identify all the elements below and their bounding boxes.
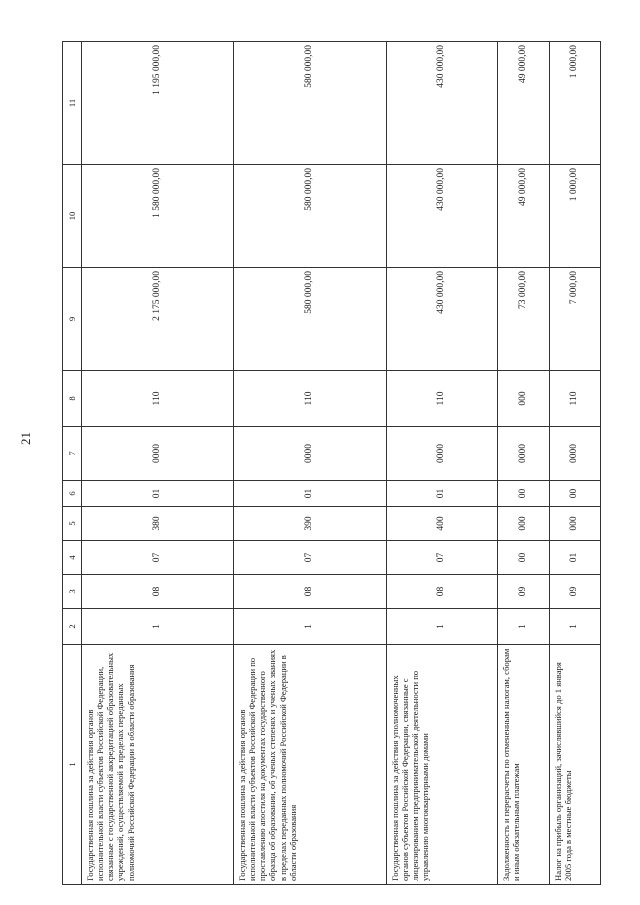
cell-col8: 110 xyxy=(550,371,601,427)
col-header-3: 3 xyxy=(63,575,82,609)
cell-col9: 7 000,00 xyxy=(550,268,601,371)
cell-col9: 580 000,00 xyxy=(234,268,387,371)
cell-col9: 2 175 000,00 xyxy=(82,268,234,371)
col-header-2: 2 xyxy=(63,609,82,645)
cell-col11: 1 000,00 xyxy=(550,42,601,165)
col-header-9: 9 xyxy=(63,268,82,371)
cell-col3: 08 xyxy=(387,575,498,609)
table-row xyxy=(234,42,387,885)
cell-col7: 0000 xyxy=(234,427,387,481)
cell-col5: 390 xyxy=(234,507,387,541)
budget-table xyxy=(62,41,601,885)
cell-col3: 09 xyxy=(550,575,601,609)
col-header-11: 11 xyxy=(63,42,82,165)
cell-col3: 09 xyxy=(498,575,550,609)
table-row xyxy=(82,42,234,885)
col-header-5: 5 xyxy=(63,507,82,541)
cell-col5: 400 xyxy=(387,507,498,541)
cell-col8: 110 xyxy=(234,371,387,427)
cell-col7: 0000 xyxy=(498,427,550,481)
cell-col7: 0000 xyxy=(550,427,601,481)
cell-col6: 01 xyxy=(234,481,387,507)
cell-col7: 0000 xyxy=(387,427,498,481)
cell-col3: 08 xyxy=(234,575,387,609)
col-header-4: 4 xyxy=(63,541,82,575)
cell-col2: 1 xyxy=(234,609,387,645)
cell-col2: 1 xyxy=(550,609,601,645)
cell-col6: 01 xyxy=(387,481,498,507)
table-row xyxy=(498,42,550,885)
cell-col7: 0000 xyxy=(82,427,234,481)
cell-col2: 1 xyxy=(387,609,498,645)
cell-col6: 01 xyxy=(82,481,234,507)
cell-col4: 01 xyxy=(550,541,601,575)
col-header-7: 7 xyxy=(63,427,82,481)
cell-col6: 00 xyxy=(498,481,550,507)
col-header-1: 1 xyxy=(63,645,82,885)
cell-col4: 00 xyxy=(498,541,550,575)
cell-col8: 110 xyxy=(82,371,234,427)
cell-col8: 110 xyxy=(387,371,498,427)
row-description: Государственная пошлина за действия органов исполнительной власти субъектов Российской Федерации, связанные с государственной аккредитацией образовательных учреждений, осуществляемой в пределах переданных полномочий Российской Федерации в области образования xyxy=(82,645,234,885)
col-header-6: 6 xyxy=(63,481,82,507)
row-description: Государственная пошлина за действия органов исполнительной власти субъектов Российской Федерации по проставлению апостиля на документах государственного образца об образовании, об ученых степенях и ученых званиях в пределах переданных полномочий Российской Федерации в области образования xyxy=(234,645,387,885)
col-header-10: 10 xyxy=(63,165,82,268)
cell-col11: 580 000,00 xyxy=(234,42,387,165)
cell-col8: 000 xyxy=(498,371,550,427)
row-description: Налог на прибыль организаций, зачислявшийся до 1 января 2005 года в местные бюджеты xyxy=(550,645,601,885)
cell-col5: 380 xyxy=(82,507,234,541)
cell-col3: 08 xyxy=(82,575,234,609)
row-description: Задолженность и перерасчеты по отмененным налогам, сборам и иным обязательным платежам xyxy=(498,645,550,885)
cell-col9: 430 000,00 xyxy=(387,268,498,371)
cell-col4: 07 xyxy=(387,541,498,575)
cell-col11: 49 000,00 xyxy=(498,42,550,165)
table-row xyxy=(387,42,498,885)
cell-col10: 1 580 000,00 xyxy=(82,165,234,268)
cell-col10: 49 000,00 xyxy=(498,165,550,268)
cell-col2: 1 xyxy=(498,609,550,645)
cell-col6: 00 xyxy=(550,481,601,507)
cell-col5: 000 xyxy=(550,507,601,541)
cell-col10: 580 000,00 xyxy=(234,165,387,268)
cell-col5: 000 xyxy=(498,507,550,541)
table-row xyxy=(550,42,601,885)
rotated-table-container xyxy=(62,42,597,885)
cell-col4: 07 xyxy=(234,541,387,575)
cell-col10: 430 000,00 xyxy=(387,165,498,268)
cell-col10: 1 000,00 xyxy=(550,165,601,268)
row-description: Государственная пошлина за действия уполномоченных органов субъектов Российской Федерации, связанные с лицензированием предпринимательской деятельности по управлению многоквартирными домами xyxy=(387,645,498,885)
cell-col11: 1 195 000,00 xyxy=(82,42,234,165)
col-header-8: 8 xyxy=(63,371,82,427)
cell-col2: 1 xyxy=(82,609,234,645)
page-number: 21 xyxy=(18,432,33,445)
cell-col9: 73 000,00 xyxy=(498,268,550,371)
header-row xyxy=(63,42,82,885)
cell-col11: 430 000,00 xyxy=(387,42,498,165)
cell-col4: 07 xyxy=(82,541,234,575)
